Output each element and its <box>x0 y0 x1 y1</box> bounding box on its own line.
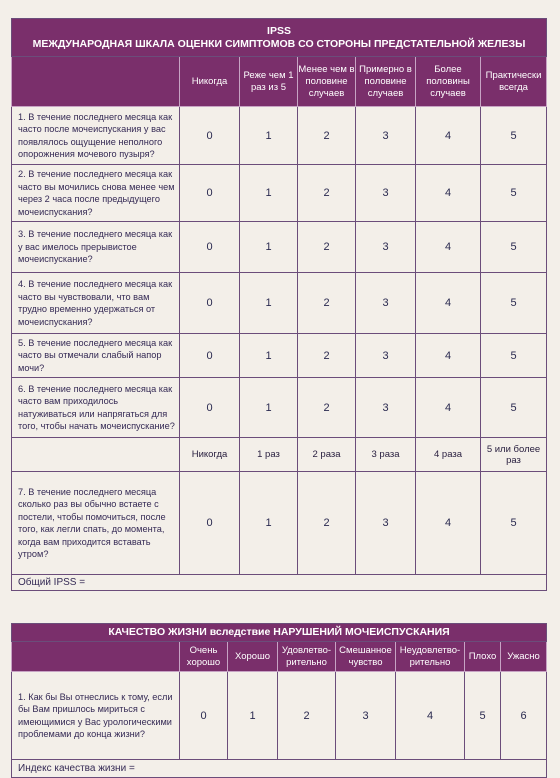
qol-table <box>11 623 547 778</box>
score-option[interactable]: 2 <box>298 273 356 334</box>
score-option[interactable]: 6 <box>501 672 547 760</box>
score-option[interactable]: 3 <box>336 672 396 760</box>
score-option[interactable]: 4 <box>416 334 481 378</box>
score-option[interactable]: 3 <box>356 472 416 575</box>
score-option[interactable]: 5 <box>481 165 547 222</box>
score-option[interactable]: 5 <box>481 472 547 575</box>
frequency-label: 5 или более раз <box>481 438 547 472</box>
score-option[interactable]: 5 <box>481 378 547 438</box>
question-row <box>12 222 547 273</box>
col-header: Неудовлетво-рительно <box>396 642 465 672</box>
question-text: 4. В течение последнего месяца как часто вы чувствовали, что вам трудно временно удержаться от мочеиспускания? <box>12 273 180 334</box>
ipss-table <box>11 18 547 591</box>
score-option[interactable]: 3 <box>356 273 416 334</box>
question-row <box>12 472 547 575</box>
score-option[interactable]: 2 <box>298 472 356 575</box>
question-text: 1. В течение последнего месяца как часто после мочеиспускания у вас появлялось ощущение неполного опорожнения мочевого пузыря? <box>12 107 180 165</box>
score-option[interactable]: 2 <box>298 165 356 222</box>
qol-total-label[interactable]: Индекс качества жизни = <box>12 760 547 778</box>
score-option[interactable]: 5 <box>465 672 501 760</box>
blank-header-cell <box>12 57 180 107</box>
frequency-label: 4 раза <box>416 438 481 472</box>
ipss-subtitle: МЕЖДУНАРОДНАЯ ШКАЛА ОЦЕНКИ СИМПТОМОВ СО СТОРОНЫ ПРЕДСТАТЕЛЬНОЙ ЖЕЛЕЗЫ <box>32 37 526 50</box>
question-text: 6. В течение последнего месяца как часто вам приходилось натуживаться или напрягаться для того, чтобы начать мочеиспускание? <box>12 378 180 438</box>
score-option[interactable]: 2 <box>278 672 336 760</box>
col-header: Менее чем в половине случаев <box>298 57 356 107</box>
score-option[interactable]: 0 <box>180 472 240 575</box>
blank-cell <box>12 438 180 472</box>
qol-column-header-row <box>12 642 547 672</box>
score-option[interactable]: 0 <box>180 222 240 273</box>
question-row <box>12 378 547 438</box>
question-text: 7. В течение последнего месяца сколько раз вы обычно встаете с постели, чтобы помочиться, после того, как легли спать, до момента, когда вам приходится вставать утром? <box>12 472 180 575</box>
score-option[interactable]: 5 <box>481 107 547 165</box>
frequency-label: 3 раза <box>356 438 416 472</box>
col-header: Очень хорошо <box>180 642 228 672</box>
score-option[interactable]: 4 <box>416 107 481 165</box>
question-text: 2. В течение последнего месяца как часто вы мочились снова менее чем через 2 часа после предыдущего мочеиспускания? <box>12 165 180 222</box>
col-header: Удовлетво-рительно <box>278 642 336 672</box>
question-row <box>12 107 547 165</box>
score-option[interactable]: 5 <box>481 334 547 378</box>
score-option[interactable]: 3 <box>356 165 416 222</box>
score-option[interactable]: 0 <box>180 165 240 222</box>
frequency-label: Никогда <box>180 438 240 472</box>
col-header: Ужасно <box>501 642 547 672</box>
qol-title: КАЧЕСТВО ЖИЗНИ вследствие НАРУШЕНИЙ МОЧЕИСПУСКАНИЯ <box>12 624 547 642</box>
score-option[interactable]: 3 <box>356 107 416 165</box>
score-option[interactable]: 1 <box>240 222 298 273</box>
score-option[interactable]: 3 <box>356 222 416 273</box>
score-option[interactable]: 0 <box>180 672 228 760</box>
score-option[interactable]: 4 <box>416 222 481 273</box>
blank-header-cell <box>12 642 180 672</box>
score-option[interactable]: 4 <box>416 273 481 334</box>
section-gap <box>11 591 546 623</box>
frequency-label: 2 раза <box>298 438 356 472</box>
score-option[interactable]: 0 <box>180 378 240 438</box>
score-option[interactable]: 1 <box>240 334 298 378</box>
col-header: Никогда <box>180 57 240 107</box>
score-option[interactable]: 1 <box>240 378 298 438</box>
question-row <box>12 273 547 334</box>
col-header: Реже чем 1 раз из 5 <box>240 57 298 107</box>
col-header: Плохо <box>465 642 501 672</box>
score-option[interactable]: 3 <box>356 378 416 438</box>
qol-total-row <box>12 760 547 778</box>
score-option[interactable]: 1 <box>240 472 298 575</box>
question-text: 3. В течение последнего месяца как у вас имелось прерывистое мочеиспускание? <box>12 222 180 273</box>
score-option[interactable]: 5 <box>481 273 547 334</box>
question-row <box>12 672 547 760</box>
score-option[interactable]: 4 <box>416 378 481 438</box>
score-option[interactable]: 3 <box>356 334 416 378</box>
score-option[interactable]: 1 <box>228 672 278 760</box>
question-row <box>12 334 547 378</box>
question-row <box>12 165 547 222</box>
score-option[interactable]: 0 <box>180 334 240 378</box>
ipss-header <box>12 19 547 57</box>
score-option[interactable]: 5 <box>481 222 547 273</box>
score-option[interactable]: 1 <box>240 273 298 334</box>
score-option[interactable]: 1 <box>240 165 298 222</box>
col-header: Практически всегда <box>481 57 547 107</box>
col-header: Более половины случаев <box>416 57 481 107</box>
score-option[interactable]: 2 <box>298 107 356 165</box>
score-option[interactable]: 0 <box>180 107 240 165</box>
score-option[interactable]: 4 <box>416 165 481 222</box>
ipss-sheet <box>11 18 546 778</box>
score-option[interactable]: 1 <box>240 107 298 165</box>
question-text: 1. Как бы Вы отнеслись к тому, если бы Вам пришлось мириться с имеющимися у Вас урологическими проблемами до конца жизни? <box>12 672 180 760</box>
score-option[interactable]: 2 <box>298 222 356 273</box>
frequency-label: 1 раз <box>240 438 298 472</box>
ipss-title: IPSS <box>267 24 291 37</box>
ipss-total-row <box>12 575 547 591</box>
score-option[interactable]: 0 <box>180 273 240 334</box>
ipss-column-header-row <box>12 57 547 107</box>
col-header: Примерно в половине случаев <box>356 57 416 107</box>
score-option[interactable]: 2 <box>298 334 356 378</box>
score-option[interactable]: 2 <box>298 378 356 438</box>
ipss-total-label[interactable]: Общий IPSS = <box>12 575 547 591</box>
col-header: Хорошо <box>228 642 278 672</box>
score-option[interactable]: 4 <box>396 672 465 760</box>
col-header: Смешанное чувство <box>336 642 396 672</box>
frequency-label-row <box>12 438 547 472</box>
score-option[interactable]: 4 <box>416 472 481 575</box>
question-text: 5. В течение последнего месяца как часто вы отмечали слабый напор мочи? <box>12 334 180 378</box>
